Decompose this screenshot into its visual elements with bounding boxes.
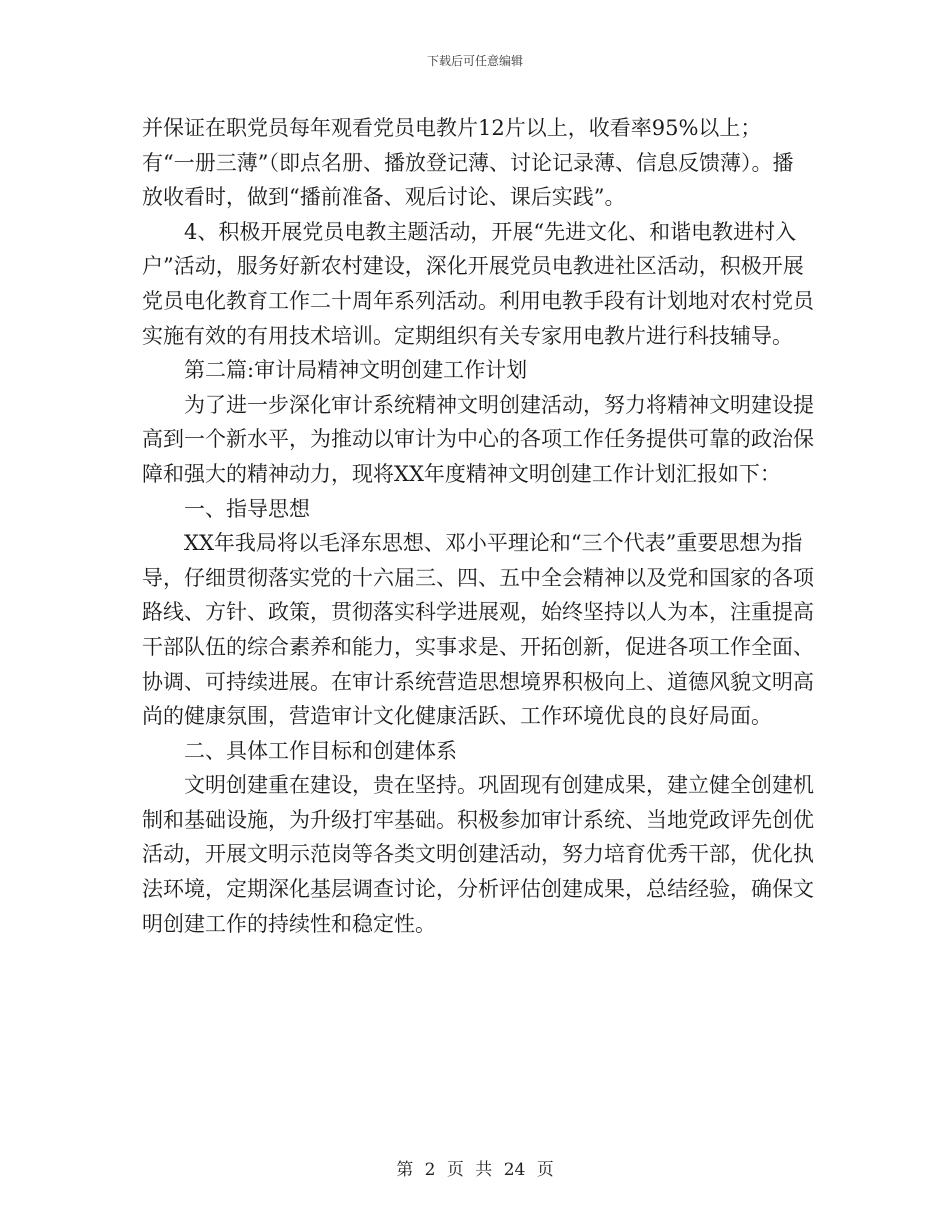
heading-guiding-thought: 一、指导思想 [184,496,310,521]
paragraph-work-goals: 文明创建重在建设，贵在坚持。巩固现有创建成果，建立健全创建机制和基础设施，为升级打牢基础。积极参加审计系统、当地党政评先创优活动，开展文明示范岗等各类文明创建活动，努力培育优秀干部，优化执法环境，定期深化基层调查讨论，分析评估创建成果，总结经验，确保文明创建工作的持续性和稳定性。 [142,773,814,936]
paragraph-guiding-thought: XX年我局将以毛泽东思想、邓小平理论和“三个代表”重要思想为指导，仔细贯彻落实党的十六届三、四、五中全会精神以及党和国家的各项路线、方针、政策，贯彻落实科学进展观，始终坚持以人为本，注重提高干部队伍的综合素养和能力，实事求是、开拓创新，促进各项工作全面、协调、可持续进展。在审计系统营造思想境界积极向上、道德风貌文明高尚的健康氛围，营造审计文化健康活跃、工作环境优良的良好局面。 [142,531,814,729]
section-title: 第二篇:审计局精神文明创建工作计划 [184,358,528,383]
document-body [142,111,814,941]
heading-work-goals: 二、具体工作目标和创建体系 [184,738,457,763]
paragraph-continuation: 并保证在职党员每年观看党员电教片12片以上，收看率95%以上；有“一册三薄”（即点名册、播放登记薄、讨论记录薄、信息反馈薄）。播放收看时，做到“播前准备、观后讨论、课后实践”。 [142,116,794,210]
paragraph-intro: 为了进一步深化审计系统精神文明创建活动，努力将精神文明建设提高到一个新水平，为推动以审计为中心的各项工作任务提供可靠的政治保障和强大的精神动力，现将XX年度精神文明创建工作计划汇报如下： [142,392,814,486]
page-header: 下载后可任意编辑 [426,54,523,68]
paragraph-item-4: 4、积极开展党员电教主题活动，开展“先进文化、和谐电教进村入户”活动，服务好新农村建设，深化开展党员电教进社区活动，积极开展党员电化教育工作二十周年系列活动。利用电教手段有计划地对农村党员实施有效的有用技术培训。定期组织有关专家用电教片进行科技辅导。 [142,219,814,348]
page-footer: 第 2 页 共 24 页 [396,1160,554,1180]
